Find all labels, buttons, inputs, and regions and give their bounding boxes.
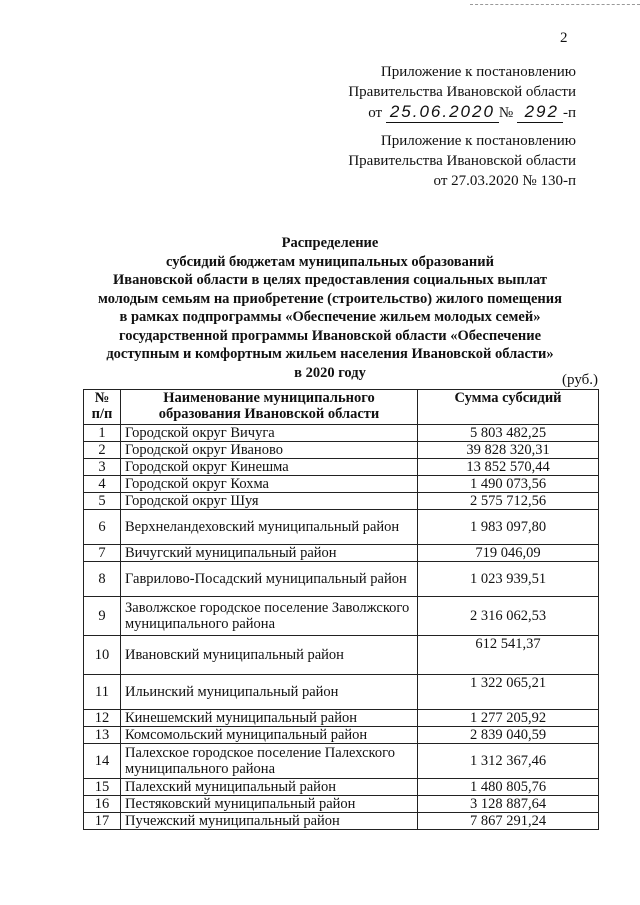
row-number: 6 [84,510,121,545]
municipality-name: Городской округ Иваново [121,442,418,459]
title-line: субсидий бюджетам муниципальных образований [166,253,494,270]
municipality-name: Городской округ Кохма [121,476,418,493]
handwritten-date: 25.06.2020 [386,102,499,123]
subsidy-amount: 39 828 320,31 [418,442,599,459]
subsidy-amount: 612 541,37 [418,636,599,675]
subsidy-amount: 1 983 097,80 [418,510,599,545]
municipality-name: Ивановский муниципальный район [121,636,418,675]
subsidy-amount: 1 312 367,46 [418,744,599,779]
number-sign: № [498,105,514,121]
appendix-line: Правительства Ивановской области [348,84,576,100]
subsidy-amount: 5 803 482,25 [418,425,599,442]
title-line: молодым семьям на приобретение (строительство) жилого помещения [98,290,562,307]
municipality-name: Гаврилово-Посадский муниципальный район [121,562,418,597]
subsidy-amount: 2 839 040,59 [418,727,599,744]
row-number: 2 [84,442,121,459]
row-number: 9 [84,597,121,636]
unit-label: (руб.) [562,372,598,388]
subsidy-amount: 13 852 570,44 [418,459,599,476]
municipality-name: Городской округ Кинешма [121,459,418,476]
subsidy-table [83,389,599,830]
table-row [84,744,599,779]
table-row [84,675,599,710]
subsidy-amount: 1 480 805,76 [418,779,599,796]
municipality-name: Пучежский муниципальный район [121,813,418,830]
document-title [60,234,600,382]
title-line: государственной программы Ивановской области «Обеспечение [118,327,542,344]
municipality-name: Пестяковский муниципальный район [121,796,418,813]
title-line: Ивановской области в целях предоставления социальных выплат [113,272,547,288]
municipality-name: Городской округ Вичуга [121,425,418,442]
row-number: 17 [84,813,121,830]
row-number: 4 [84,476,121,493]
row-number: 15 [84,779,121,796]
municipality-name: Городской округ Шуя [121,493,418,510]
subsidy-amount: 2 575 712,56 [418,493,599,510]
row-number: 12 [84,710,121,727]
municipality-name: Кинешемский муниципальный район [121,710,418,727]
appendix-new [348,62,576,123]
table-row [84,545,599,562]
appendix-old [348,131,576,191]
subsidy-amount: 719 046,09 [418,545,599,562]
row-number: 8 [84,562,121,597]
table-header [84,390,599,425]
municipality-name: Палехский муниципальный район [121,779,418,796]
table-row [84,510,599,545]
row-number: 16 [84,796,121,813]
appendix-line: от 27.03.2020 № 130-п [433,173,576,189]
table-row [84,597,599,636]
table-row [84,636,599,675]
header-sum: Сумма субсидий [418,390,599,425]
handwritten-number: 292 [517,102,563,123]
table-row [84,727,599,744]
municipality-name: Вичугский муниципальный район [121,545,418,562]
subsidy-amount: 1 277 205,92 [418,710,599,727]
municipality-name: Палехское городское поселение Палехского муниципального района [121,744,418,779]
appendix-line: Правительства Ивановской области [348,153,576,169]
prefix: от [368,105,383,121]
appendix-line: Приложение к постановлению [380,133,576,149]
table-row [84,813,599,830]
municipality-name: Комсомольский муниципальный район [121,727,418,744]
table-row [84,493,599,510]
table-row [84,442,599,459]
table-row [84,710,599,727]
municipality-name: Ильинский муниципальный район [121,675,418,710]
suffix: -п [562,105,576,121]
title-line: Распределение [281,235,379,251]
table-row [84,779,599,796]
appendix-date-line [348,102,576,123]
subsidy-amount: 1 023 939,51 [418,562,599,597]
scan-artifact [470,4,640,7]
page-number: 2 [560,30,568,46]
title-line: в рамках подпрограммы «Обеспечение жильем молодых семей» [119,309,541,325]
header-name: Наименование муниципального образования Ивановской области [121,390,418,425]
table-row [84,425,599,442]
row-number: 1 [84,425,121,442]
subsidy-amount: 3 128 887,64 [418,796,599,813]
table-row [84,476,599,493]
row-number: 11 [84,675,121,710]
appendix-line: Приложение к постановлению [380,64,576,80]
row-number: 5 [84,493,121,510]
title-line: в 2020 году [294,364,366,381]
subsidy-amount: 7 867 291,24 [418,813,599,830]
municipality-name: Заволжское городское поселение Заволжского муниципального района [121,597,418,636]
subsidy-amount: 1 322 065,21 [418,675,599,710]
subsidy-amount: 1 490 073,56 [418,476,599,493]
title-line: доступным и комфортным жильем населения Ивановской области» [106,346,554,362]
subsidy-amount: 2 316 062,53 [418,597,599,636]
row-number: 13 [84,727,121,744]
row-number: 3 [84,459,121,476]
header-number: № п/п [84,390,121,425]
table-row [84,459,599,476]
table-row [84,562,599,597]
row-number: 7 [84,545,121,562]
row-number: 14 [84,744,121,779]
municipality-name: Верхнеландеховский муниципальный район [121,510,418,545]
table-row [84,796,599,813]
row-number: 10 [84,636,121,675]
